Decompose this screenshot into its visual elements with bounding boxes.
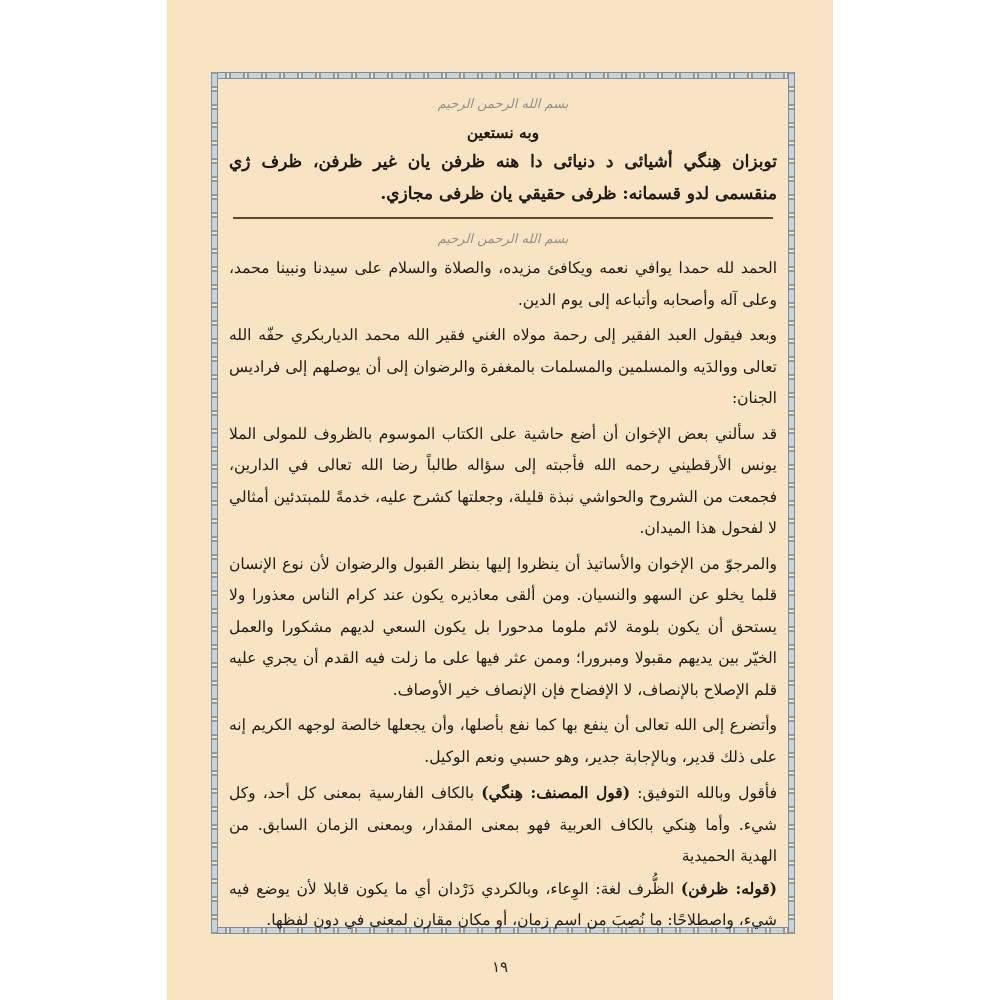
chain-border-left xyxy=(211,72,218,934)
paragraph-praise: الحمد لله حمدا يوافي نعمه ويكافئ مزيده، والصلاة والسلام على سيدنا ونبينا محمد، وعلى آله وأصحابه وأتباعه إلى يوم الدين. xyxy=(229,259,777,309)
chain-border-top xyxy=(211,72,795,79)
paragraph-author-intro: وبعد فيقول العبد الفقير إلى رحمة مولاه الغني فقير الله محمد الدياربكري حفّه الله تعالى ووالدَيه والمسلمين والمسلمات بالمغفرة والرضوان إلى أن يوصلهم إلى فراديس الجنان: xyxy=(229,326,777,407)
decorative-frame xyxy=(211,72,795,934)
commentary-hengi-explanation: بالكاف الفارسية بمعنى كل أحد، وكل شيء. وأما هِنكي بالكاف العربية فهو بمعنى المقدار، وبمعنى الزمان السابق. من الهدية الحميدية xyxy=(229,784,777,865)
paragraph-request: قد سألني بعض الإخوان أن أضع حاشية على الكتاب الموسوم بالظروف للمولى الملا يونس الأرقطيني رحمه الله فأجبته إلى سؤاله طالباً رضا الله تعالى في الدارين، فجمعت من الشروح والحواشي نبذة قليلة، وجعلتها كشرح عليه، خدمةً للمبتدئين أمثالي لا لفحول هذا الميدان. xyxy=(229,424,777,537)
section-divider xyxy=(233,217,773,219)
header-text: توبزان هِنگي أشيائى د دنيائى دا هنه ظرفن يان غير ظرفن، ظرف ژي منقسمى لدو قسمانه: ظرفى حقيقي يان ظرفى مجازي. xyxy=(229,152,777,204)
basmala-calligraphy-header: بسم الله الرحمن الرحيم xyxy=(437,97,569,112)
paragraph-hope: والمرجوّ من الإخوان والأساتيذ أن ينظروا إليها بنظر القبول والرضوان لأن نوع الإنسان قلما يخلو عن السهو والنسيان. ومن ألقى معاذيره يكون عند كرام الناس معذورا ولا يستحق أن يكون بلومة لائم ملوما مدحورا بل يكون السعي لديهم مشكورا والعمل الخيّر بين يديهم مقبولا ومبرورا؛ وممن عثر فيها على ما زلت فيه القدم أن يجري عليه قلم الإصلاح بالإنصاف، لا الإفضاح فإن الإنصاف خير الأوصاف. xyxy=(229,554,777,699)
commentary-quote-hengi: (قول المصنف: هِنگي) xyxy=(481,783,631,802)
commentary-zarf-explanation: الظُّرف لغة: الوِعاء، وبالكردي دَرْدان أي ما يكون قابلا لأن يوضع فيه شيء، واصطلاحًا: ما نُصِبَ من اسم زمان، أو مكان مقارن لمعنى في دون لفظها. xyxy=(229,879,777,929)
header-subtitle: وبه نستعين xyxy=(466,123,540,142)
book-page xyxy=(167,0,833,1000)
paragraph-supplication: وأتضرع إلى الله تعالى أن ينفع بها كما نفع بأصلها، وأن يجعلها خالصة لوجهه الكريم إنه على ذلك قدير، وبالإجابة جدير، وهو حسبي ونعم الوكيل. xyxy=(229,716,777,766)
basmala-calligraphy-body: بسم الله الرحمن الرحيم xyxy=(437,232,569,247)
page-content xyxy=(229,86,777,929)
chain-border-right xyxy=(788,72,795,934)
commentary-quote-zarfan: (قوله: ظرفن) xyxy=(680,878,777,898)
page-number: ١٩ xyxy=(491,958,509,976)
commentary-intro: فأقول وبالله التوفيق: xyxy=(630,784,777,802)
paragraph-commentary xyxy=(229,777,777,937)
